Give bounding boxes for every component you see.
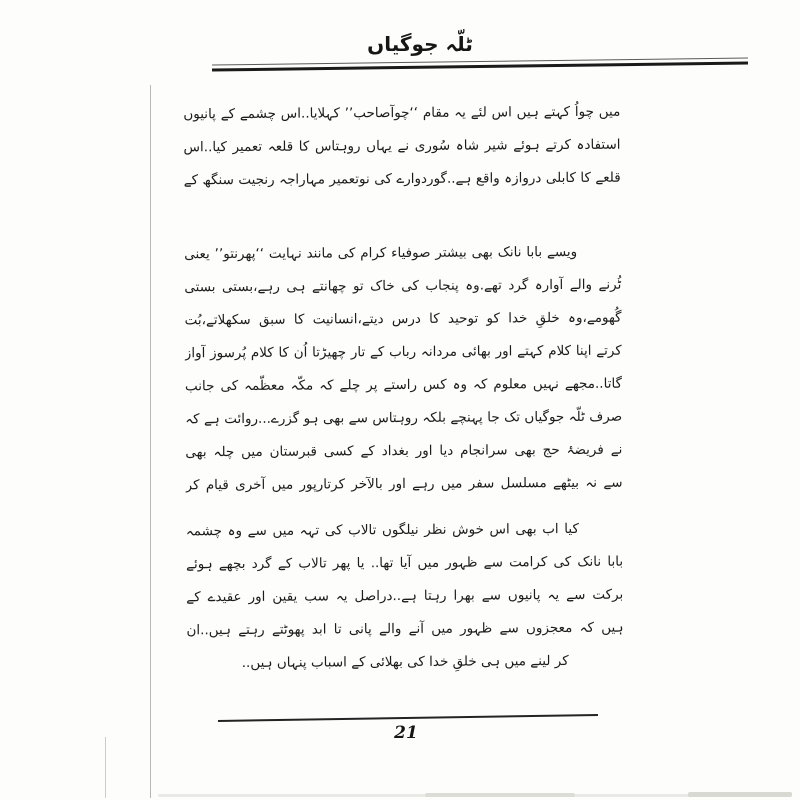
body-text bbox=[183, 96, 624, 681]
text-line: استفادہ کرتے ہوئے شیر شاہ سُوری نے یہاں روہتاس کا قلعہ تعمیر کیا..اس bbox=[183, 136, 621, 156]
page-bottom-shadow bbox=[688, 792, 792, 797]
paragraph-3 bbox=[186, 513, 624, 681]
footer-rule bbox=[218, 714, 598, 722]
text-line: کیا اب بھی اس خوش نظر نیلگوں تالاب کی تہہ میں سے وہ چشمہ bbox=[185, 520, 579, 540]
text-line: کر لینے میں ہی خلقِ خدا کی بھلائی کے اسباب پنہاں ہیں.. bbox=[241, 652, 569, 671]
paragraph-2 bbox=[184, 236, 623, 503]
text-line: نے فریضۂ حج بھی سرانجام دیا اور بغداد کے کسی قبرستان میں چلہ بھی bbox=[185, 441, 623, 461]
text-line: ٹُرنے والے آوارہ گرد تھے.وہ پنجاب کی خاک تو چھانتے ہی رہے،بستی بستی bbox=[184, 276, 622, 296]
paragraph-1 bbox=[183, 96, 621, 198]
page-number: 21 bbox=[394, 723, 418, 743]
text-line: ویسے بابا نانک بھی بیشتر صوفیاء کرام کی مانند نہایت ‘‘پھرنتو’’ یعنی bbox=[184, 243, 578, 263]
text-line: قلعے کا کابلی دروازہ واقع ہے..گوردوارے کی نوتعمیر مہاراجہ رنجیت سنگھ کے bbox=[183, 169, 621, 189]
text-line: سے نہ بیٹھے مسلسل سفر میں رہے اور بالآخر کرتارپور میں آخری قیام کر bbox=[185, 474, 623, 494]
text-line: ہیں کہ معجزوں سے ظہور میں آنے والے پانی تا ابد پھوٹتے رہتے ہیں..ان bbox=[186, 619, 624, 639]
text-line: کرتے اپنا کلام کہتے اور بھائی مردانہ رباب کے تار چھیڑتا اُن کا کلام پُرسوز آواز bbox=[184, 342, 622, 362]
text-line: گُھومے،وہ خلقِ خدا کو توحید کا درس دیتے،انسانیت کا سبق سکھلاتے،بُت bbox=[184, 309, 622, 329]
page-title: ٹلّہ جوگیاں bbox=[367, 32, 473, 56]
text-line: بابا نانک کی کرامت سے ظہور میں آیا تھا.. یا پھر تالاب کے گرد بچھے ہوئے bbox=[186, 553, 624, 573]
text-line: صرف ٹلّہ جوگیاں تک جا پہنچے بلکہ روہتاس سے بھی ہو گزرے...روائت ہے کہ bbox=[185, 408, 623, 428]
book-edge-line bbox=[105, 737, 106, 798]
text-line: گاتا..مجھے نہیں معلوم کہ وہ کس راستے پر چلے کہ مکّہ معظّمہ کی جانب bbox=[184, 375, 623, 395]
page-bottom-shadow bbox=[425, 793, 575, 797]
text-line: میں چواُ کہتے ہیں اس لئے یہ مقام ‘‘چوآصاحب’’ کہلایا..اس چشمے کے پانیوں bbox=[183, 103, 621, 123]
text-line: برکت سے یہ پانیوں سے بھرا رہتا ہے..دراصل یہ سب یقین اور عقیدے کے bbox=[186, 586, 624, 606]
page-edge-line bbox=[150, 85, 151, 798]
